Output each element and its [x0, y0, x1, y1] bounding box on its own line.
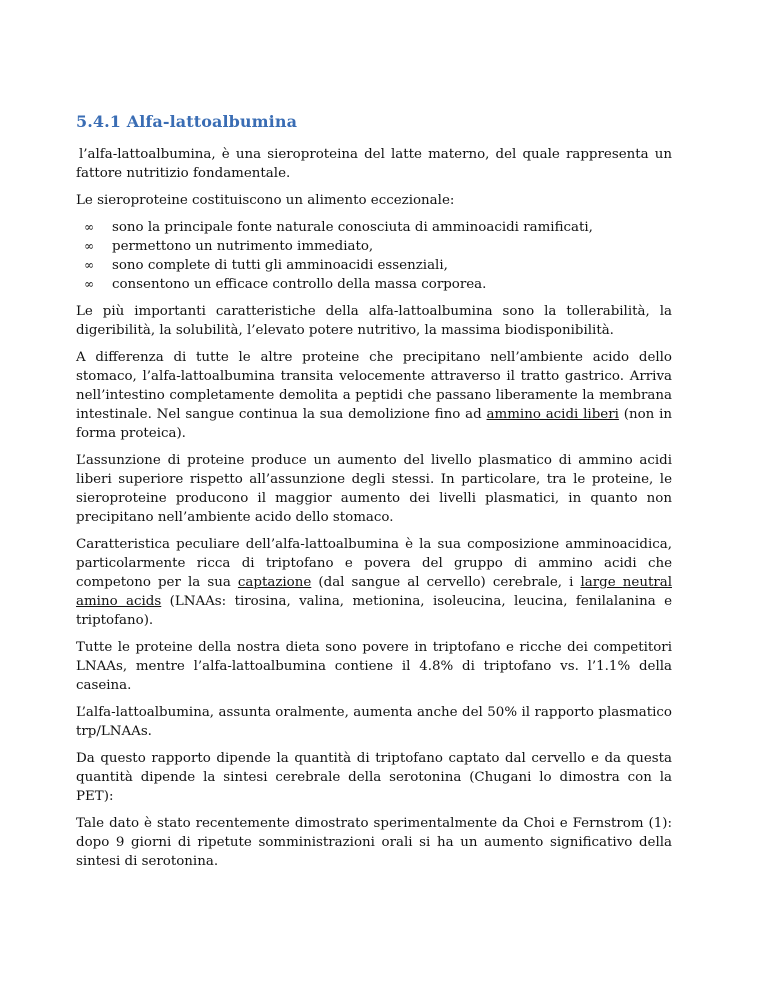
bullet-list	[76, 218, 672, 294]
list-item-text: sono complete di tutti gli amminoacidi essenziali,	[112, 258, 448, 273]
list-item	[84, 237, 672, 256]
paragraph-plasma-levels: L’assunzione di proteine produce un aumento del livello plasmatico di ammino acidi liberi superiore rispetto all’assunzione degli stessi. In particolare, tra le proteine, le sieroproteine producono il maggior aumento dei livelli plasmatici, in quanto non precipitano nell’ambiente acido dello stomaco.	[76, 453, 672, 525]
underlined-term-lnaa: large neutral amino acids	[76, 575, 672, 609]
text-run: Caratteristica peculiare dell’alfa-lattoalbumina è la sua composizione amminoacidica, particolarmente ricca di triptofano e povera del gruppo di ammino acidi che competono per la sua	[76, 537, 672, 590]
paragraph-digestion	[76, 348, 672, 443]
text-run: (LNAAs: tirosina, valina, metionina, isoleucina, leucina, fenilalanina e triptofano).	[76, 594, 673, 628]
paragraph-composition	[76, 535, 672, 630]
list-item-text: consentono un efficace controllo della massa corporea.	[112, 277, 487, 292]
underlined-term-captazione: captazione	[237, 575, 312, 590]
paragraph-intro: l’alfa-lattoalbumina, è una sieroproteina del latte materno, del quale rappresenta un fattore nutritizio fondamentale.	[76, 147, 672, 181]
document-body	[76, 145, 672, 871]
text-run: (dal sangue al cervello) cerebrale, i	[311, 575, 581, 590]
text-run: (non in forma proteica).	[76, 407, 672, 441]
paragraph-list-intro: Le sieroproteine costituiscono un alimento eccezionale:	[76, 193, 455, 208]
paragraph-oral-intake: L’alfa-lattoalbumina, assunta oralmente, aumenta anche del 50% il rapporto plasmatico trp/LNAAs.	[76, 705, 672, 739]
list-item	[84, 275, 672, 294]
paragraph-diet-proteins: Tutte le proteine della nostra dieta sono povere in triptofano e ricche dei competitori LNAAs, mentre l’alfa-lattoalbumina contiene il 4.8% di triptofano vs. l’1.1% della caseina.	[76, 640, 672, 693]
infinity-bullet-icon: ∞	[84, 220, 94, 234]
list-item	[84, 256, 672, 275]
section-heading: 5.4.1 Alfa-lattoalbumina	[76, 112, 298, 131]
paragraph-characteristics: Le più importanti caratteristiche della alfa-lattoalbumina sono la tollerabilità, la digeribilità, la solubilità, l’elevato potere nutritivo, la massima biodisponibilità.	[76, 304, 672, 338]
text-run: A differenza di tutte le altre proteine che precipitano nell’ambiente acido dello stomaco, l’alfa-lattoalbumina transita velocemente attraverso il tratto gastrico. Arriva nell’intestino completamente demolita a peptidi che passano liberamente la membrana intestinale. Nel sangue continua la sua demolizione fino ad	[76, 350, 672, 422]
infinity-bullet-icon: ∞	[84, 258, 94, 272]
infinity-bullet-icon: ∞	[84, 239, 94, 253]
infinity-bullet-icon: ∞	[84, 277, 94, 291]
paragraph-study: Tale dato è stato recentemente dimostrato sperimentalmente da Choi e Fernstrom (1): dopo 9 giorni di ripetute somministrazioni orali si ha un aumento significativo della sintesi di serotonina.	[76, 816, 672, 869]
list-item	[84, 218, 672, 237]
list-item-text: permettono un nutrimento immediato,	[112, 239, 374, 254]
underlined-term-free-amino-acids: ammino acidi liberi	[486, 407, 619, 422]
list-item-text: sono la principale fonte naturale conosciuta di amminoacidi ramificati,	[112, 220, 593, 235]
paragraph-serotonin: Da questo rapporto dipende la quantità di triptofano captato dal cervello e da questa quantità dipende la sintesi cerebrale della serotonina (Chugani lo dimostra con la PET):	[76, 751, 672, 804]
